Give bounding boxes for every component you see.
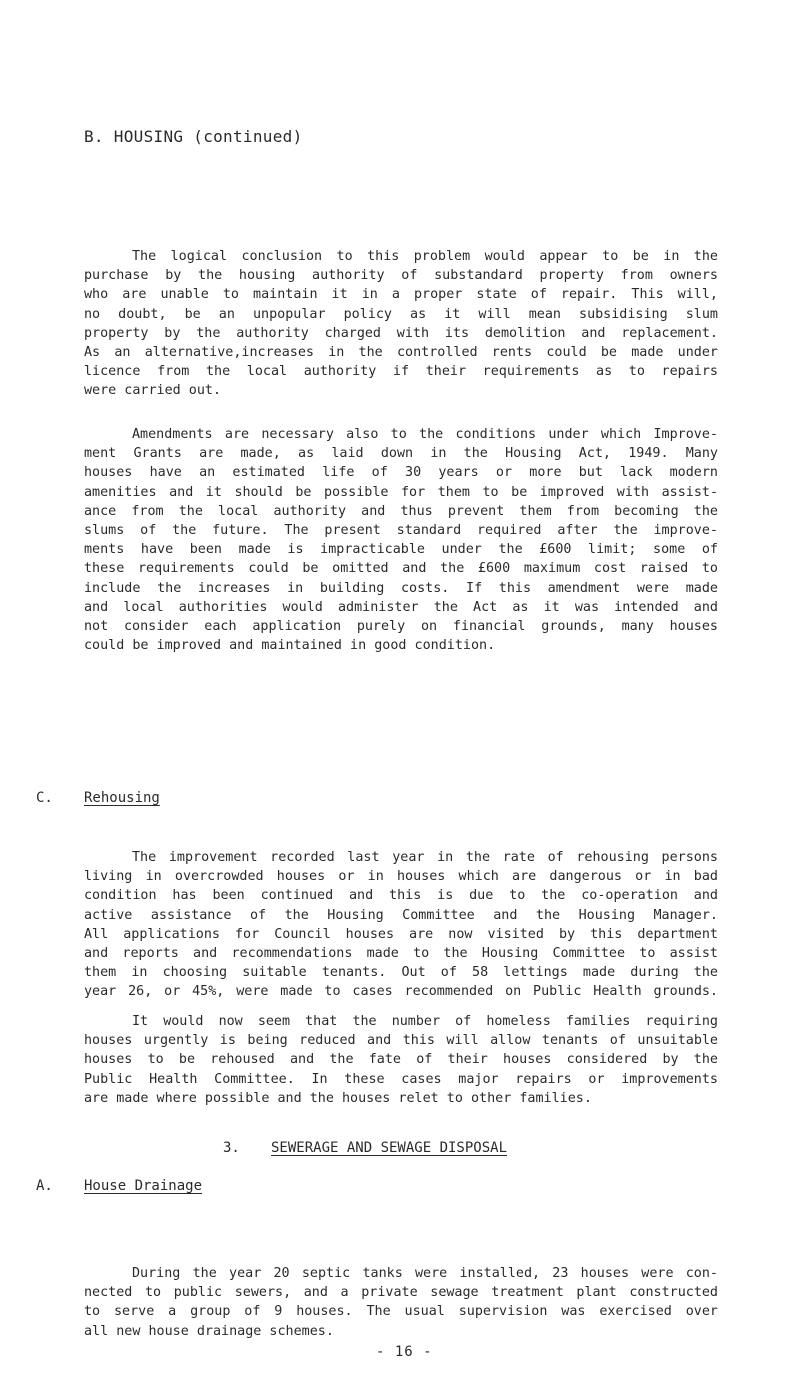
text-line: year 26, or 45%, were made to cases recommended on Public Health grounds. (84, 984, 718, 1000)
text-line: and local authorities would administer the Act as it was intended and (84, 599, 718, 615)
text-line: houses to be rehoused and the fate of their houses considered by the (84, 1052, 718, 1068)
text-line: include the increases in building costs. If this amendment were made (84, 580, 718, 596)
text-line: living in overcrowded houses or in houses which are dangerous or in bad (84, 869, 718, 885)
page-number: - 16 - (376, 1344, 433, 1360)
text-line: It would now seem that the number of homeless families requiring (132, 1014, 718, 1029)
text-line: ance from the local authority and thus prevent them from becoming the (84, 503, 718, 519)
text-line: are made where possible and the houses relet to other families. (84, 1090, 592, 1106)
paragraph-house-drainage (84, 1264, 718, 1341)
text-line: property by the authority charged with its demolition and replacement. (84, 325, 718, 341)
text-line: All applications for Council houses are now visited by this department (84, 926, 718, 942)
text-line: houses urgently is being reduced and this will allow tenants of unsuitable (84, 1033, 718, 1049)
text-line: The logical conclusion to this problem would appear to be in the (132, 249, 718, 264)
text-line: houses have an estimated life of 30 years or more but lack modern (84, 465, 718, 481)
text-line: no doubt, be an unpopular policy as it will mean subsidising slum (84, 306, 718, 322)
text-line: During the year 20 septic tanks were installed, 23 houses were con- (132, 1266, 718, 1281)
text-line: all new house drainage schemes. (84, 1323, 334, 1339)
text-line: were carried out. (84, 383, 222, 399)
section-c-title: Rehousing (84, 790, 160, 806)
paragraph-purchase (84, 247, 718, 401)
section-3-number: 3. (223, 1140, 240, 1156)
paragraph-homeless (84, 1012, 718, 1108)
text-line: active assistance of the Housing Committee and the Housing Manager. (84, 907, 718, 923)
paragraph-amendments (84, 425, 718, 655)
text-line: ment Grants are made, as laid down in the Housing Act, 1949. Many (84, 446, 718, 462)
text-line: licence from the local authority if their requirements as to repairs (84, 364, 718, 380)
text-line: nected to public sewers, and a private sewage treatment plant constructed (84, 1285, 718, 1301)
section-a-title: House Drainage (84, 1178, 203, 1194)
text-line: As an alternative,increases in the controlled rents could be made under (84, 345, 718, 361)
text-line: these requirements could be omitted and the £600 maximum cost raised to (84, 561, 718, 577)
text-line: condition has been continued and this is due to the co-operation and (84, 888, 718, 904)
section-3-title: SEWERAGE AND SEWAGE DISPOSAL (271, 1140, 508, 1156)
text-line: slums of the future. The present standard required after the improve- (84, 523, 718, 539)
text-line: could be improved and maintained in good condition. (84, 638, 496, 654)
page-heading: B. HOUSING (continued) (84, 127, 303, 146)
text-line: to serve a group of 9 houses. The usual supervision was exercised over (84, 1304, 718, 1320)
section-c-letter: C. (36, 790, 53, 806)
text-line: amenities and it should be possible for them to be improved with assist- (84, 484, 718, 500)
text-line: purchase by the housing authority of substandard property from owners (84, 268, 718, 284)
text-line: not consider each application purely on financial grounds, many houses (84, 619, 718, 635)
text-line: who are unable to maintain it in a proper state of repair. This will, (84, 287, 718, 303)
text-line: and reports and recommendations made to the Housing Committee to assist (84, 946, 718, 962)
text-line: The improvement recorded last year in the rate of rehousing persons (132, 850, 718, 865)
paragraph-rehousing (84, 848, 718, 1002)
section-a-letter: A. (36, 1178, 53, 1194)
text-line: Amendments are necessary also to the conditions under which Improve- (132, 427, 718, 442)
text-line: Public Health Committee. In these cases major repairs or improvements (84, 1071, 718, 1087)
text-line: them in choosing suitable tenants. Out of 58 lettings made during the (84, 965, 718, 981)
text-line: ments have been made is impracticable under the £600 limit; some of (84, 542, 718, 558)
